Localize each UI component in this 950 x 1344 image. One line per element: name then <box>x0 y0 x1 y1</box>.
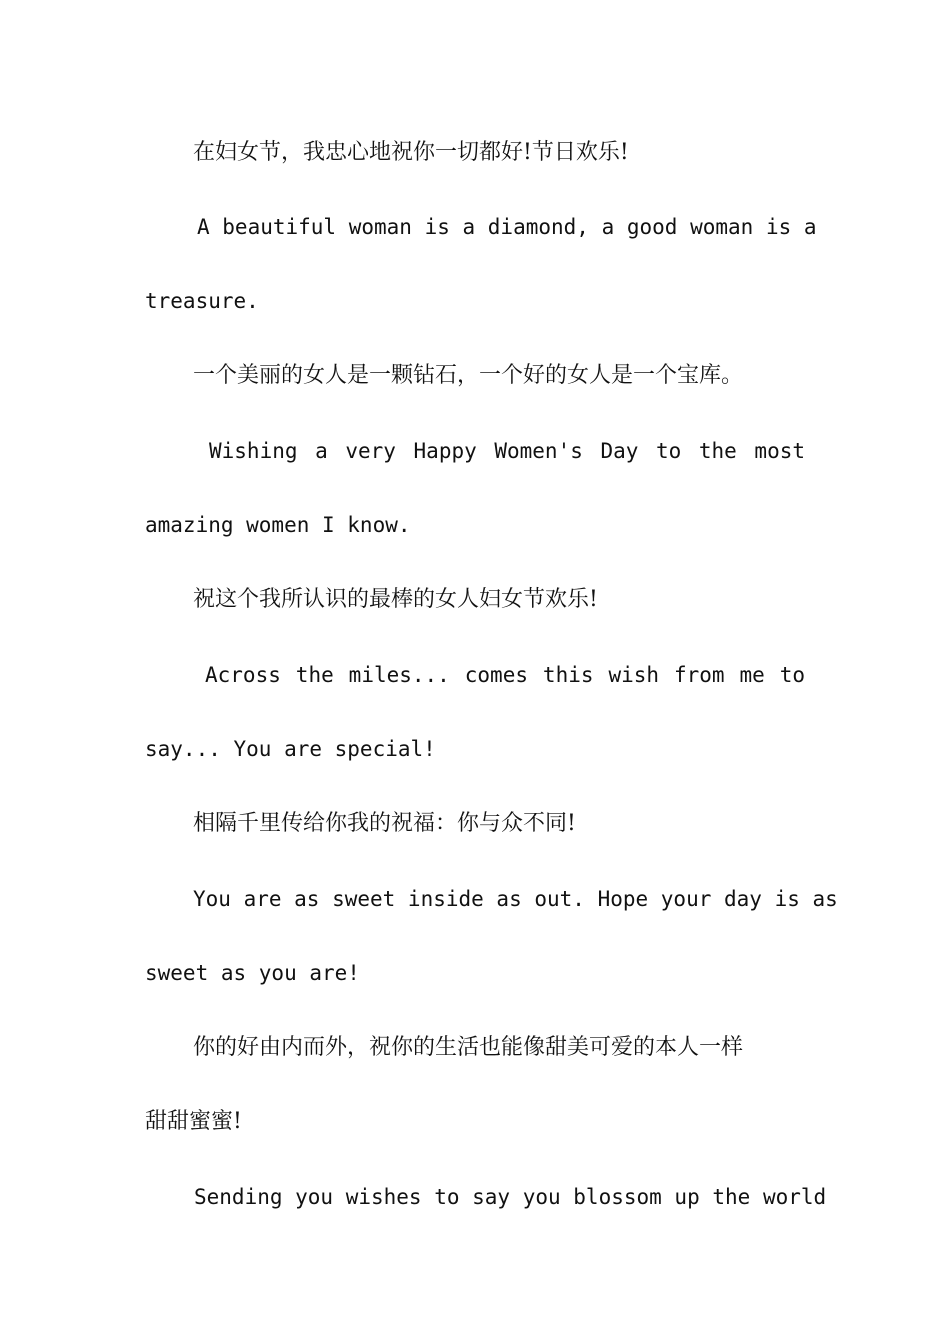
paragraph-line: treasure. <box>145 289 259 313</box>
paragraph-line: 一个美丽的女人是一颗钻石，一个好的女人是一个宝库。 <box>193 363 744 388</box>
paragraph-line: Across the miles... comes this wish from me to <box>205 663 805 687</box>
paragraph-line: You are as sweet inside as out. Hope your day is as <box>193 887 838 911</box>
paragraph-line: 相隔千里传给你我的祝福：你与众不同! <box>193 811 576 836</box>
paragraph-line: A beautiful woman is a diamond, a good woman is a <box>197 215 817 239</box>
paragraph-line: say... You are special! <box>145 737 436 761</box>
paragraph-line: 在妇女节，我忠心地祝你一切都好!节日欢乐! <box>193 140 629 165</box>
paragraph-line: amazing women I know. <box>145 513 411 537</box>
paragraph-line: 你的好由内而外，祝你的生活也能像甜美可爱的本人一样 <box>193 1035 744 1060</box>
paragraph-line: Wishing a very Happy Women's Day to the most <box>209 439 805 463</box>
paragraph-line: 祝这个我所认识的最棒的女人妇女节欢乐! <box>193 587 598 612</box>
paragraph-line: sweet as you are! <box>145 961 360 985</box>
paragraph-line: Sending you wishes to say you blossom up the world <box>194 1185 827 1209</box>
paragraph-line: 甜甜蜜蜜! <box>145 1109 242 1134</box>
